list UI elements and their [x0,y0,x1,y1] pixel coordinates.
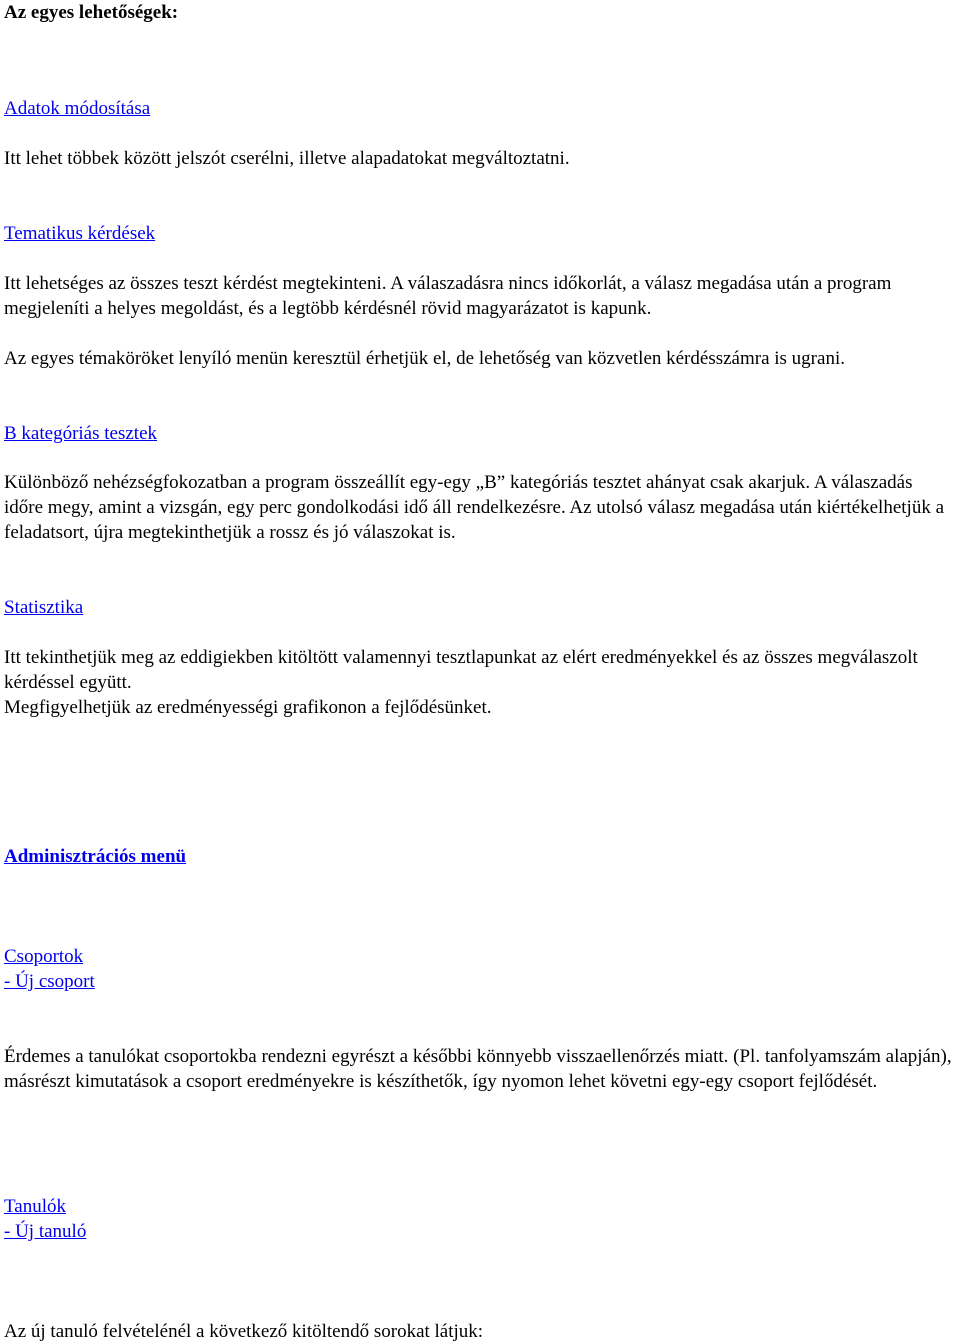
section-b-kategoria-heading [4,421,954,446]
section-adatok-heading [4,96,954,121]
uj-tanulo-link[interactable]: - Új tanuló [4,1221,87,1242]
adatok-description: Itt lehet többek között jelszót cserélni, illetve alapadatokat megváltoztatni. [4,148,570,169]
b-kategoria-description: Különböző nehézségfokozatban a program összeállít egy-egy „B” kategóriás tesztet ahányat csak akarjuk. A válaszadás időre megy, amint a vizsgán, egy perc gondolkodási idő áll rendelkezésre. Az utolsó válasz megadása után kiértékelhetjük a feladatsort, újra megtekinthetjük a rossz és jó válaszokat is. [4,472,944,543]
b-kategorias-tesztek-link[interactable]: B kategóriás tesztek [4,423,158,444]
tematikus-kerdesek-link[interactable]: Tematikus kérdések [4,223,156,244]
statisztika-description [4,645,954,720]
page-title: Az egyes lehetőségek: [4,2,179,23]
statisztika-line-1: Itt tekinthetjük meg az eddigiekben kitöltött valamennyi tesztlapunkat az elért eredményekkel és az összes megválaszolt kérdéssel együtt. [4,647,918,693]
adatok-modositasa-link[interactable]: Adatok módosítása [4,98,151,119]
uj-csoport-link[interactable]: - Új csoport [4,971,95,992]
tematikus-description-2: Az egyes témaköröket lenyíló menün keresztül érhetjük el, de lehetőség van közvetlen kérdésszámra is ugrani. [4,348,845,369]
section-statisztika-heading [4,595,954,620]
tematikus-description-1: Itt lehetséges az összes teszt kérdést megtekinteni. A válaszadásra nincs időkorlát, a válasz megadása után a program megjeleníti a helyes megoldást, és a legtöbb kérdésnél rövid magyarázatot is kapunk. [4,273,892,319]
csoportok-description: Érdemes a tanulókat csoportokba rendezni egyrészt a későbbi könnyebb visszaellenőrzés miatt. (Pl. tanfolyamszám alapján), másrészt kimutatások a csoport eredményekre is készíthetők, így nyomon lehet követni egy-egy csoport fejlődését. [4,1046,952,1092]
section-tematikus-heading [4,221,954,246]
adminisztracios-menu-link[interactable]: Adminisztrációs menü [4,846,187,867]
section-csoportok-heading [4,944,954,994]
tanulok-description: Az új tanuló felvételénél a következő kitöltendő sorokat látjuk: [4,1321,484,1342]
csoportok-link[interactable]: Csoportok [4,946,84,967]
tanulok-link[interactable]: Tanulók [4,1196,66,1217]
section-tanulok-heading [4,1194,954,1244]
section-admin-heading [4,844,954,869]
statisztika-line-2: Megfigyelhetjük az eredményességi grafikonon a fejlődésünket. [4,697,492,718]
statisztika-link[interactable]: Statisztika [4,597,84,618]
